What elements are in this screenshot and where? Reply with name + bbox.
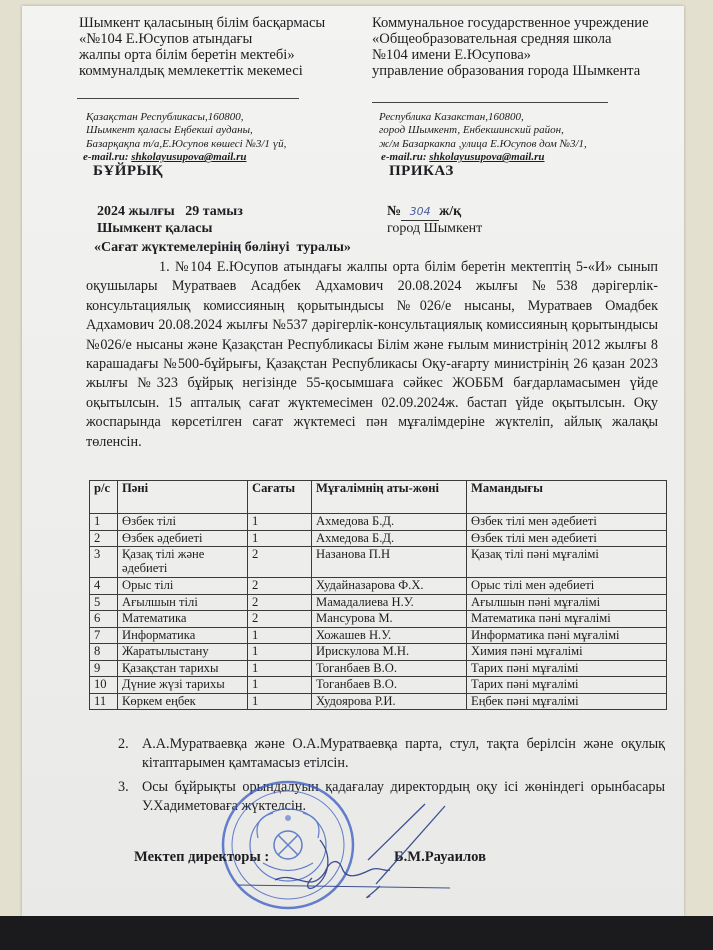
email-label: e-mail.ru: <box>83 151 129 164</box>
hours-cell: 1 <box>248 627 312 644</box>
hours-table <box>89 480 667 710</box>
subject-cell: Дүние жүзі тарихы <box>118 677 248 694</box>
subject-cell: Қазақстан тарихы <box>118 660 248 677</box>
hours-cell: 1 <box>248 677 312 694</box>
order-number-field <box>401 204 439 221</box>
org-line: «Общеобразовательная средняя школа <box>372 31 612 47</box>
table-row <box>90 693 667 710</box>
handwritten-signature <box>220 800 450 905</box>
header-right-rule <box>372 102 608 103</box>
table-row <box>90 644 667 661</box>
order-item <box>118 735 665 774</box>
order-date: 2024 жылғы 29 тамыз <box>97 204 243 219</box>
row-number: 8 <box>90 644 118 661</box>
order-paragraph-1: 1. №104 Е.Юсупов атындағы жалпы орта білім беретін мектептің 5-«И» сынып оқушылары Муратваев Асадбек Адхамович 20.08.2024 жылғы №538 дәрігерлік-консультациялық комиссияның қорытындысы №026/е нысаны, Муратваев Омадбек Адхамович 20.08.2024 жылғы №537 дәрігерлік-консультациялық комиссияның қорытындысы №026/е нысаны және Қазақстан Республикасы Білім және ғылым министрінің 2012 жылғы 8 карашадағы №500-бұйрығы, Қазақстан Республикасы Оқу-ағарту министрінің 26 қазан 2023 жылғы №323 бұйрық негізінде 55-қосымшаға сәйкес ЖОББМ бағдарламасымен үйде оқытылсын. 15 апталық сағат жүктемесімен 02.09.2024ж. бастап үйде оқытылсын. Оқу жоспарында көрсетілген сағат жүктемесі пән мұғалімдеріне жүктеліп, айлық жалақы төленсін. <box>86 259 658 450</box>
order-subject: «Сағат жүктемелерінің бөлінуі туралы» <box>94 240 351 255</box>
teacher-cell: Ирискулова М.Н. <box>312 644 467 661</box>
email-link[interactable]: shkolayusupova@mail.ru <box>131 151 247 164</box>
teacher-cell: Худоярова Р.И. <box>312 693 467 710</box>
teacher-cell: Ахмедова Б.Д. <box>312 530 467 547</box>
hours-cell: 2 <box>248 594 312 611</box>
column-header: р/с <box>90 481 118 514</box>
teacher-cell: Назанова П.Н <box>312 547 467 578</box>
teacher-cell: Мансурова М. <box>312 611 467 628</box>
specialty-cell: Өзбек тілі мен әдебиеті <box>467 514 667 531</box>
org-line: «№104 Е.Юсупов атындағы <box>79 31 253 47</box>
specialty-cell: Математика пәні мұғалімі <box>467 611 667 628</box>
order-city-kz: Шымкент қаласы <box>97 221 213 236</box>
hours-cell: 1 <box>248 660 312 677</box>
column-header: Пәні <box>118 481 248 514</box>
email-label: e-mail.ru: <box>381 151 427 164</box>
org-line: №104 имени Е.Юсупова» <box>372 47 531 63</box>
table-row <box>90 677 667 694</box>
subject-cell: Математика <box>118 611 248 628</box>
org-line: коммуналдық мемлекеттік мекемесі <box>79 63 303 79</box>
specialty-cell: Тарих пәні мұғалімі <box>467 660 667 677</box>
teacher-cell: Тоганбаев В.О. <box>312 660 467 677</box>
signer-name: Б.М.Рауаилов <box>394 849 487 865</box>
table-row <box>90 660 667 677</box>
specialty-cell: Қазақ тілі пәні мұғалімі <box>467 547 667 578</box>
column-header: Мамандығы <box>467 481 667 514</box>
hours-cell: 2 <box>248 578 312 595</box>
column-header: Мұғалімнің аты-жөні <box>312 481 467 514</box>
teacher-cell: Хожашев Н.У. <box>312 627 467 644</box>
order-city-ru: город Шымкент <box>387 221 483 236</box>
row-number: 3 <box>90 547 118 578</box>
address-line: ж/м Базаркакпа ,улица Е.Юсупов дом №3/1, <box>379 137 587 150</box>
org-line: жалпы орта білім беретін мектебі» <box>79 47 295 63</box>
item-number: 2. <box>118 736 129 752</box>
row-number: 6 <box>90 611 118 628</box>
specialty-cell: Орыс тілі мен әдебиеті <box>467 578 667 595</box>
specialty-cell: Химия пәні мұғалімі <box>467 644 667 661</box>
org-line: Шымкент қаласының білім басқармасы <box>79 15 326 31</box>
table-row <box>90 547 667 578</box>
specialty-cell: Өзбек тілі мен әдебиеті <box>467 530 667 547</box>
item-number: 3. <box>118 778 129 795</box>
teacher-cell: Мамадалиева Н.У. <box>312 594 467 611</box>
background-surface <box>0 916 713 950</box>
header-right-org <box>372 15 649 79</box>
address-line: Шымкент қаласы Еңбекші ауданы, <box>86 124 253 137</box>
table-header-row <box>90 481 667 514</box>
hours-cell: 2 <box>248 611 312 628</box>
table-row <box>90 530 667 547</box>
address-right <box>379 111 587 165</box>
specialty-cell: Ағылшын пәні мұғалімі <box>467 594 667 611</box>
subject-cell: Ағылшын тілі <box>118 594 248 611</box>
row-number: 9 <box>90 660 118 677</box>
address-line: Базарқақпа т/а,Е.Юсупов көшесі №3/1 үй, <box>86 137 287 150</box>
specialty-cell: Тарих пәні мұғалімі <box>467 677 667 694</box>
item-text: А.А.Муратваевқа және О.А.Муратваевқа парта, стул, тақта берілсін және оқулық кітаптарымен қамтамасыз етілсін. <box>142 736 665 772</box>
signer-title: Мектеп директоры : <box>134 849 270 865</box>
table-row <box>90 627 667 644</box>
address-line: Республика Казакстан,160800, <box>379 111 524 123</box>
hours-cell: 1 <box>248 644 312 661</box>
header-left-org <box>79 15 325 79</box>
teacher-cell: Худайназарова Ф.Х. <box>312 578 467 595</box>
hours-cell: 1 <box>248 530 312 547</box>
teacher-cell: Ахмедова Б.Д. <box>312 514 467 531</box>
table-row <box>90 594 667 611</box>
row-number: 4 <box>90 578 118 595</box>
item-text: Осы бұйрықты орындалуын қадағалау директордың оқу ісі жөніндегі орынбасары У.Хадиметоваға жүктелсін. <box>142 778 665 815</box>
row-number: 11 <box>90 693 118 710</box>
row-number: 1 <box>90 514 118 531</box>
specialty-cell: Еңбек пәні мұғалімі <box>467 693 667 710</box>
order-number-handwritten: 304 <box>409 205 431 218</box>
address-line: город Шымкент, Енбекшинский район, <box>379 124 564 137</box>
order-number <box>387 204 461 221</box>
subject-cell: Өзбек тілі <box>118 514 248 531</box>
subject-cell: Орыс тілі <box>118 578 248 595</box>
address-line: Қазақстан Республикасы,160800, <box>86 111 244 123</box>
row-number: 5 <box>90 594 118 611</box>
specialty-cell: Информатика пәні мұғалімі <box>467 627 667 644</box>
address-left <box>83 111 287 165</box>
table-row <box>90 514 667 531</box>
table-row <box>90 611 667 628</box>
subject-cell: Өзбек әдебиеті <box>118 530 248 547</box>
table-row <box>90 578 667 595</box>
hours-cell: 1 <box>248 693 312 710</box>
row-number: 10 <box>90 677 118 694</box>
email-link[interactable]: shkolayusupova@mail.ru <box>429 151 545 164</box>
doc-title-kz: БҰЙРЫҚ <box>93 163 164 179</box>
row-number: 7 <box>90 627 118 644</box>
subject-cell: Қазақ тілі және әдебиеті <box>118 547 248 578</box>
subject-cell: Көркем еңбек <box>118 693 248 710</box>
hours-cell: 2 <box>248 547 312 578</box>
teacher-cell: Тоганбаев В.О. <box>312 677 467 694</box>
org-line: управление образования города Шымкента <box>372 63 641 79</box>
header-left-rule <box>77 98 299 99</box>
row-number: 2 <box>90 530 118 547</box>
order-number-prefix: № <box>387 204 402 219</box>
hours-cell: 1 <box>248 514 312 531</box>
org-line: Коммунальное государственное учреждение <box>372 15 649 31</box>
order-number-suffix: ж/қ <box>439 204 462 219</box>
subject-cell: Информатика <box>118 627 248 644</box>
column-header: Сағаты <box>248 481 312 514</box>
subject-cell: Жаратылыстану <box>118 644 248 661</box>
doc-title-ru: ПРИКАЗ <box>389 163 454 179</box>
